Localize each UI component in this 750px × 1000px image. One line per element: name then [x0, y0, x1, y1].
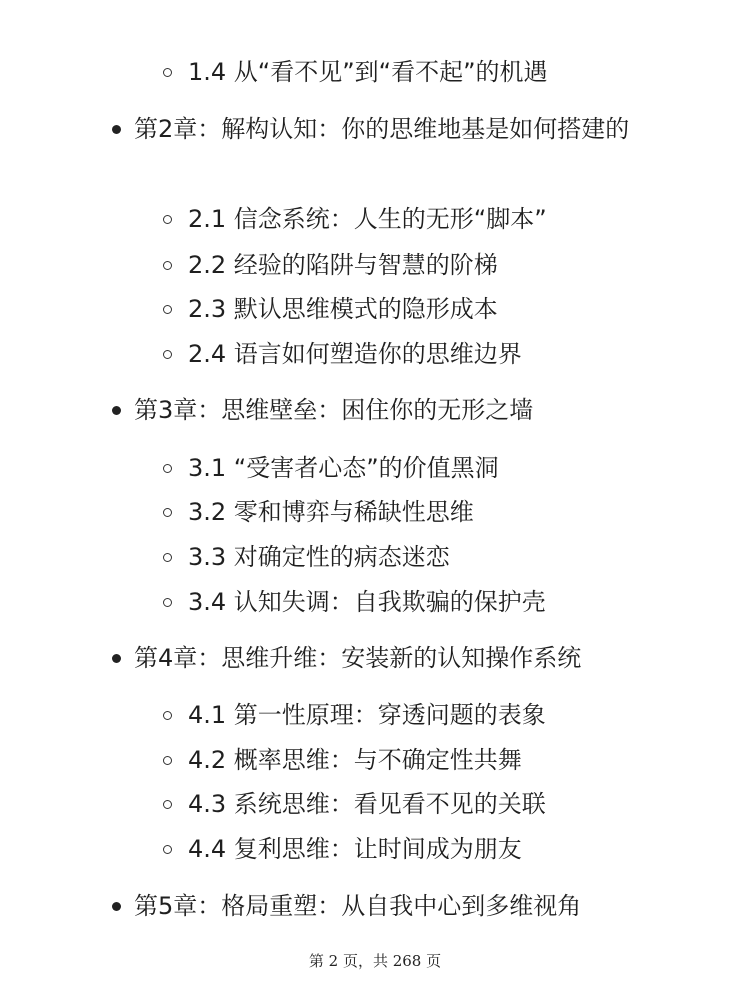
toc-section-4-2[interactable]: 4.2 概率思维：与不确定性共舞 [188, 746, 522, 774]
toc-section-4-4[interactable]: 4.4 复利思维：让时间成为朋友 [188, 835, 522, 863]
toc-section-4-1[interactable]: 4.1 第一性原理：穿透问题的表象 [188, 701, 546, 729]
circle-bullet-icon [163, 598, 172, 607]
disc-bullet-icon [112, 406, 121, 415]
toc-section-1-4[interactable]: 1.4 从“看不见”到“看不起”的机遇 [188, 58, 548, 86]
circle-bullet-icon [163, 800, 172, 809]
circle-bullet-icon [163, 553, 172, 562]
disc-bullet-icon [112, 654, 121, 663]
toc-chapter-2[interactable]: 第2章：解构认知：你的思维地基是如何搭建的 [134, 115, 630, 143]
circle-bullet-icon [163, 711, 172, 720]
toc-chapter-5[interactable]: 第5章：格局重塑：从自我中心到多维视角 [134, 892, 582, 920]
circle-bullet-icon [163, 350, 172, 359]
circle-bullet-icon [163, 845, 172, 854]
circle-bullet-icon [163, 756, 172, 765]
toc-section-2-4[interactable]: 2.4 语言如何塑造你的思维边界 [188, 340, 522, 368]
circle-bullet-icon [163, 464, 172, 473]
page-footer: 第 2 页，共 268 页 [308, 952, 442, 970]
toc-section-2-2[interactable]: 2.2 经验的陷阱与智慧的阶梯 [188, 251, 498, 279]
toc-section-2-3[interactable]: 2.3 默认思维模式的隐形成本 [188, 295, 498, 323]
circle-bullet-icon [163, 261, 172, 270]
toc-section-2-1[interactable]: 2.1 信念系统：人生的无形“脚本” [188, 205, 547, 233]
toc-section-3-4[interactable]: 3.4 认知失调：自我欺骗的保护壳 [188, 588, 546, 616]
toc-chapter-3[interactable]: 第3章：思维壁垒：困住你的无形之墙 [134, 396, 534, 424]
circle-bullet-icon [163, 305, 172, 314]
toc-section-3-1[interactable]: 3.1 “受害者心态”的价值黑洞 [188, 454, 499, 482]
toc-section-3-2[interactable]: 3.2 零和博弈与稀缺性思维 [188, 498, 474, 526]
toc-section-4-3[interactable]: 4.3 系统思维：看见看不见的关联 [188, 790, 546, 818]
circle-bullet-icon [163, 68, 172, 77]
toc-section-3-3[interactable]: 3.3 对确定性的病态迷恋 [188, 543, 450, 571]
circle-bullet-icon [163, 508, 172, 517]
disc-bullet-icon [112, 125, 121, 134]
disc-bullet-icon [112, 902, 121, 911]
circle-bullet-icon [163, 215, 172, 224]
toc-chapter-4[interactable]: 第4章：思维升维：安装新的认知操作系统 [134, 644, 582, 672]
